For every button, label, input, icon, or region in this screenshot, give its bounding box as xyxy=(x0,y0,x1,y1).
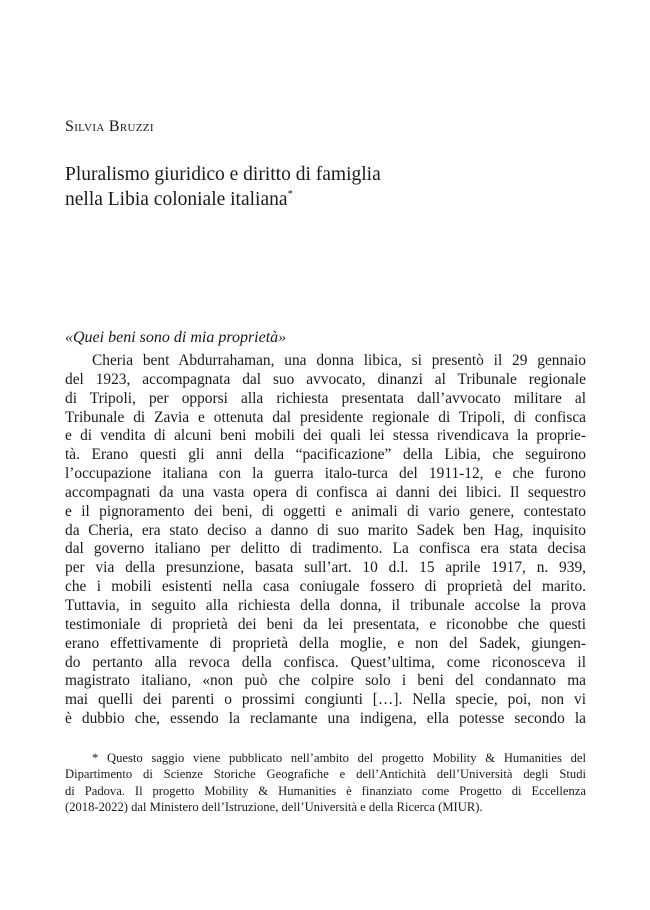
footnote-line: di Padova. Il progetto Mobility & Humanities è finanziato come Progetto di Eccellenza xyxy=(65,783,586,798)
text-line: e di vendita di alcuni beni mobili dei quali lei stessa rivendicava la proprie- xyxy=(65,427,586,445)
footnote-line: (2018-2022) dal Ministero dell’Istruzione, dell’Università e della Ricerca (MIUR). xyxy=(65,799,483,814)
text-line: tà. Erano questi gli anni della “pacificazione” della Libia, che seguirono xyxy=(65,446,586,464)
text-line: dal governo italiano per delitto di tradimento. La confisca era stata decisa xyxy=(65,540,586,558)
text-line: di Tripoli, per opporsi alla richiesta presentata dall’avvocato militare al xyxy=(65,389,586,407)
title-line: Pluralismo giuridico e diritto di famiglia xyxy=(65,164,381,185)
text-line: è dubbio che, essendo la reclamante una indigena, ella potesse secondo la xyxy=(65,710,586,728)
title-line-text: nella Libia coloniale italiana xyxy=(65,189,288,210)
text-line: testimoniale di proprietà dei beni da lei presentata, e riconobbe che questi xyxy=(65,615,586,633)
title-line xyxy=(65,187,585,212)
footnote xyxy=(65,750,586,815)
text-line: e il pignoramento dei beni, di oggetti e animali di vario genere, contestato xyxy=(65,502,586,520)
text-line: da Cheria, era stato deciso a danno di suo marito Sadek ben Hag, inquisito xyxy=(65,521,586,539)
text-line: Tribunale di Zavia e ottenuta dal presidente regionale di Tripoli, di confisca xyxy=(65,408,586,426)
text-line: del 1923, accompagnata dal suo avvocato, dinanzi al Tribunale regionale xyxy=(65,370,586,388)
text-line: l’occupazione italiana con la guerra italo-turca del 1911-12, e che furono xyxy=(65,465,586,483)
section-heading: «Quei beni sono di mia proprietà» xyxy=(65,329,287,346)
text-line: accompagnati da una vasta opera di confisca ai danni dei libici. Il sequestro xyxy=(65,483,586,501)
text-line: mai quelli dei parenti o prossimi congiunti […]. Nella specie, poi, non vi xyxy=(65,691,586,709)
footnote-marker[interactable]: * xyxy=(287,188,294,200)
footnote-line: * Questo saggio viene pubblicato nell’ambito del progetto Mobility & Humanities del xyxy=(92,751,586,765)
author-name: Silvia Bruzzi xyxy=(65,118,154,135)
article-title xyxy=(65,162,585,212)
footnote-line: Dipartimento di Scienze Storiche Geografiche e dell’Antichità dell’Università degli Studi xyxy=(65,767,586,782)
body-paragraph xyxy=(65,352,586,729)
text-line: Tuttavia, in seguito alla richiesta della donna, il tribunale accolse la prova xyxy=(65,596,586,614)
text-line: do pertanto alla revoca della confisca. Quest’ultima, come riconosceva il xyxy=(65,653,586,671)
text-line: per via della presunzione, basata sull’art. 10 d.l. 15 aprile 1917, n. 939, xyxy=(65,559,586,577)
text-line: che i mobili esistenti nella casa coniugale fossero di proprietà del marito. xyxy=(65,578,586,596)
text-line: Cheria bent Abdurrahaman, una donna libica, si presentò il 29 gennaio xyxy=(92,352,586,369)
text-line: magistrato italiano, «non può che colpire solo i beni del condannato ma xyxy=(65,672,586,690)
text-line: erano effettivamente di proprietà della moglie, e non del Sadek, giungen- xyxy=(65,634,586,652)
